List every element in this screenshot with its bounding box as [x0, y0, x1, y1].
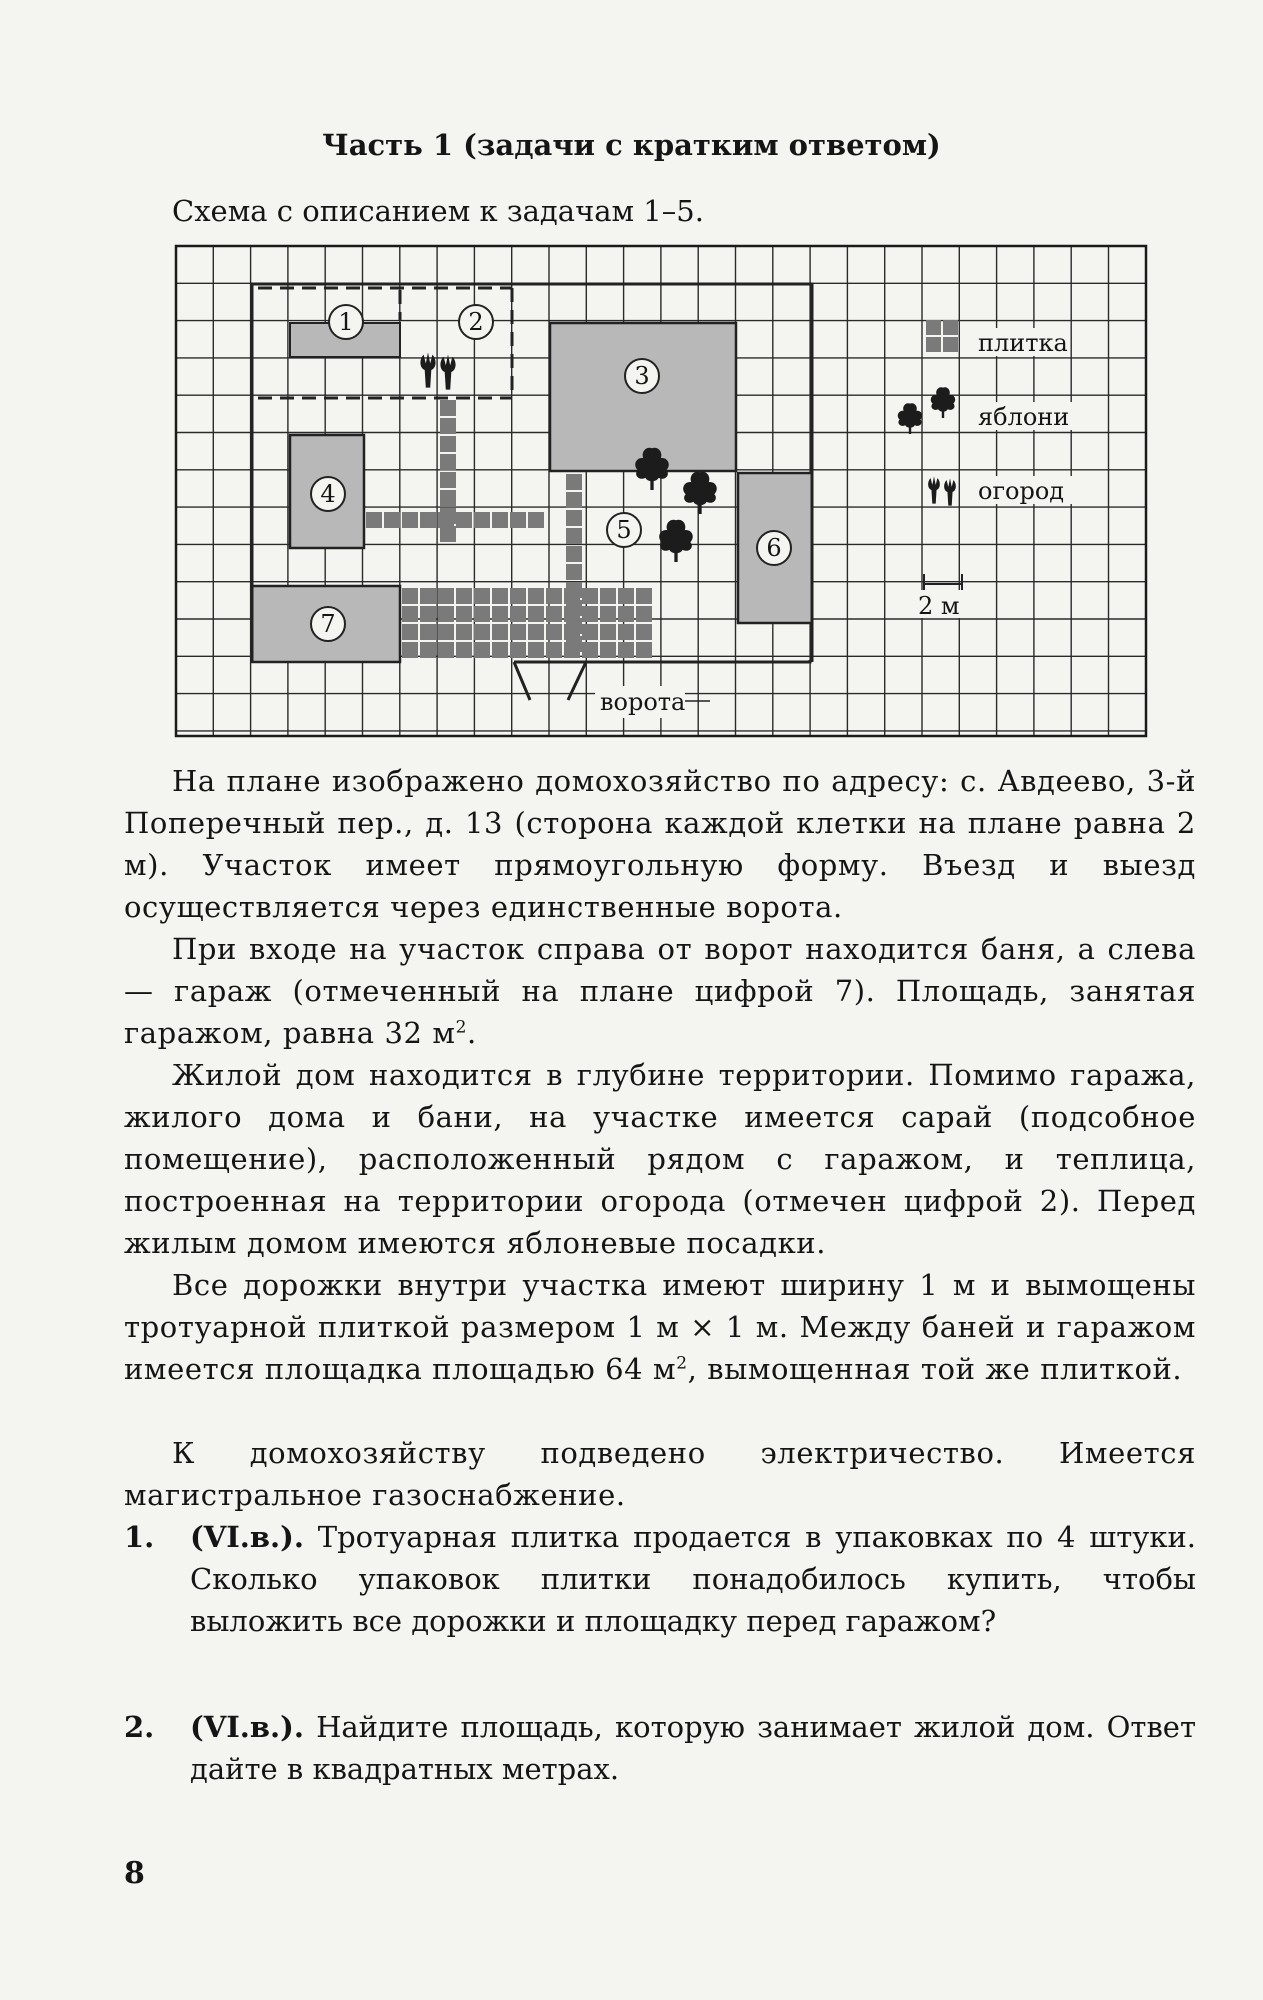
- tree-trunk: [909, 423, 911, 434]
- legend-apple-label: яблони: [978, 403, 1070, 431]
- apple-tree: [659, 520, 693, 562]
- tile: [474, 512, 490, 528]
- tile: [440, 418, 456, 434]
- tile: [528, 642, 544, 658]
- task-2-level: (VI.в.).: [190, 1710, 304, 1744]
- garden-sprout: [420, 352, 435, 387]
- tile: [636, 624, 652, 640]
- tile: [582, 588, 598, 604]
- tile: [492, 606, 508, 622]
- tile: [492, 588, 508, 604]
- tile: [456, 512, 472, 528]
- tile: [474, 624, 490, 640]
- tile: [420, 624, 436, 640]
- sprout-shape: [944, 478, 956, 505]
- tile: [366, 512, 382, 528]
- section-title: Часть 1 (задачи с кратким ответом): [322, 128, 941, 162]
- tile: [402, 588, 418, 604]
- task-2: [124, 1706, 1196, 1790]
- tile: [564, 588, 580, 604]
- paragraph-1: На плане изображено домохозяйство по адресу: с. Авдеево, 3-й Поперечный пер., д. 13 (сторона каждой клетки на плане равна 2 м). Участок имеет прямоугольную форму. Въезд и выезд осуществляется через единственные ворота.: [124, 764, 1196, 924]
- sprout-shape: [420, 352, 435, 387]
- paragraph-2: При входе на участок справа от ворот находится баня, а слева — гараж (отмеченный на плане цифрой 7). Площадь, занятая гаражом, равна 32 $м^2$.: [124, 932, 1196, 1050]
- tile: [564, 624, 580, 640]
- tile: [474, 588, 490, 604]
- tile: [546, 606, 562, 622]
- task-1-text: Тротуарная плитка продается в упаковках по 4 штуки. Сколько упаковок плитки понадобилось купить, чтобы выложить все дорожки и площадку перед гаражом?: [190, 1520, 1196, 1638]
- tile: [438, 512, 454, 528]
- tile: [636, 606, 652, 622]
- tile: [636, 642, 652, 658]
- legend-apple-tree: [931, 387, 955, 418]
- tile: [636, 588, 652, 604]
- tile: [600, 624, 616, 640]
- tile: [600, 642, 616, 658]
- tile: [474, 642, 490, 658]
- number-label: 3: [634, 362, 650, 390]
- tile: [510, 642, 526, 658]
- tree-trunk: [674, 547, 677, 562]
- tile: [582, 642, 598, 658]
- tile: [546, 642, 562, 658]
- tile: [566, 492, 582, 508]
- number-label: 5: [616, 516, 632, 544]
- task-1-level: (VI.в.).: [190, 1520, 304, 1554]
- tile: [420, 512, 436, 528]
- tile: [474, 606, 490, 622]
- number-label: 6: [766, 534, 782, 562]
- tile: [492, 624, 508, 640]
- paragraph-4: Все дорожки внутри участка имеют ширину 1 м и вымощены тротуарной плиткой размером 1 м × 1 м. Между баней и гаражом имеется площадка площадью 64 $м^2$, вымощенная той же плиткой.: [124, 1268, 1196, 1386]
- tile: [600, 588, 616, 604]
- tile: [402, 512, 418, 528]
- sprout-shape: [440, 354, 455, 389]
- tile: [492, 512, 508, 528]
- tile: [492, 642, 508, 658]
- task-1-number: 1.: [124, 1520, 155, 1554]
- paragraph-3: Жилой дом находится в глубине территории. Помимо гаража, жилого дома и бани, на участке имеется сарай (подсобное помещение), расположенный рядом с гаражом, и теплица, построенная на территории огорода (отмечен цифрой 2). Перед жилым домом имеются яблоневые посадки.: [124, 1058, 1196, 1260]
- task-1: [124, 1516, 1196, 1642]
- tile: [528, 588, 544, 604]
- tile: [456, 606, 472, 622]
- legend-garden-label: огород: [978, 477, 1065, 505]
- number-label: 2: [468, 308, 484, 336]
- gate-label: ворота: [600, 688, 686, 716]
- paragraph-5: К домохозяйству подведено электричество. Имеется магистральное газоснабжение.: [124, 1436, 1196, 1512]
- tile: [510, 512, 526, 528]
- task-2-number: 2.: [124, 1710, 155, 1744]
- number-label: 7: [320, 610, 336, 638]
- tile: [618, 642, 634, 658]
- building-number-3: [625, 359, 659, 393]
- building-number-4: [311, 477, 345, 511]
- tile: [440, 436, 456, 452]
- tile: [564, 642, 580, 658]
- building-number-6: [757, 531, 791, 565]
- tile: [510, 606, 526, 622]
- tile: [618, 588, 634, 604]
- tile: [528, 512, 544, 528]
- tile: [402, 606, 418, 622]
- tile: [566, 510, 582, 526]
- legend-garden-sprout: [928, 476, 940, 503]
- household-plan: [0, 0, 1263, 760]
- plan-caption: Схема с описанием к задачам 1–5.: [172, 194, 704, 228]
- tile: [528, 624, 544, 640]
- tile: [438, 588, 454, 604]
- tile: [618, 624, 634, 640]
- tree-trunk: [942, 407, 944, 418]
- number-label: 4: [320, 480, 336, 508]
- tile: [438, 606, 454, 622]
- tile: [456, 588, 472, 604]
- building-number-5: [607, 513, 641, 547]
- tile: [600, 606, 616, 622]
- tile: [438, 642, 454, 658]
- task-2-text: Найдите площадь, которую занимает жилой дом. Ответ дайте в квадратных метрах.: [190, 1710, 1196, 1786]
- tile: [564, 606, 580, 622]
- tile: [566, 564, 582, 580]
- number-label: 1: [338, 308, 354, 336]
- tree-trunk: [698, 499, 701, 514]
- tile: [546, 624, 562, 640]
- building-number-2: [459, 305, 493, 339]
- tile: [402, 624, 418, 640]
- tile: [618, 606, 634, 622]
- tile: [420, 606, 436, 622]
- tile: [384, 512, 400, 528]
- building-number-7: [311, 607, 345, 641]
- building-number-1: [329, 305, 363, 339]
- tile: [582, 606, 598, 622]
- tile: [440, 526, 456, 542]
- tile: [440, 490, 456, 506]
- tile: [456, 624, 472, 640]
- tile: [546, 588, 562, 604]
- legend-scale-label: 2 м: [918, 592, 960, 620]
- tile: [582, 624, 598, 640]
- tile: [438, 624, 454, 640]
- tile: [402, 642, 418, 658]
- tile: [456, 642, 472, 658]
- tile: [528, 606, 544, 622]
- tile: [566, 546, 582, 562]
- tile: [440, 454, 456, 470]
- tile: [566, 528, 582, 544]
- legend-tile-swatch: [926, 320, 958, 352]
- tile: [440, 472, 456, 488]
- garden-sprout: [440, 354, 455, 389]
- sprout-shape: [928, 476, 940, 503]
- tile: [420, 642, 436, 658]
- tile: [510, 624, 526, 640]
- tile: [566, 474, 582, 490]
- legend-apple-tree: [898, 403, 922, 434]
- legend-tile-label: плитка: [978, 329, 1068, 357]
- legend-garden-sprout: [944, 478, 956, 505]
- tile: [420, 588, 436, 604]
- building-3-house: [550, 323, 736, 471]
- tile: [440, 400, 456, 416]
- tree-trunk: [650, 475, 653, 490]
- tile: [510, 588, 526, 604]
- page-number: 8: [124, 1856, 145, 1891]
